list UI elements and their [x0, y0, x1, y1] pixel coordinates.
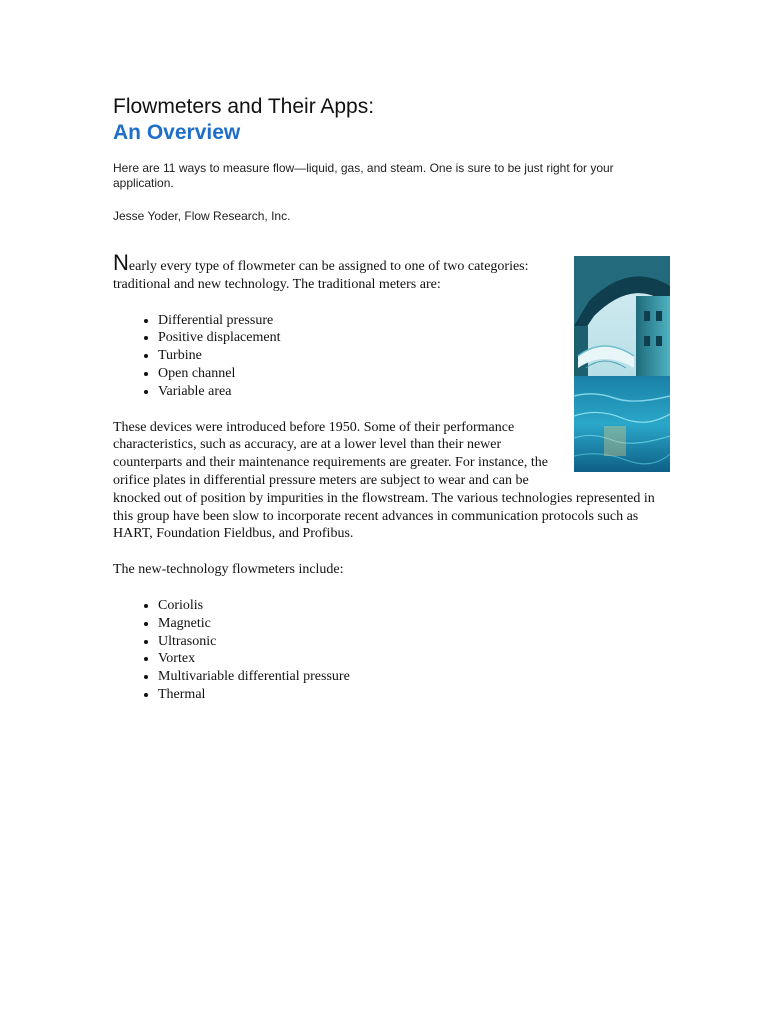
intro-text: early every type of flowmeter can be assigned to one of two categories: traditional and new technology. The traditional meters are:: [113, 259, 529, 292]
list-item: • Differential pressure: [158, 312, 658, 330]
drop-cap: N: [113, 250, 129, 275]
list-item: • Ultrasonic: [158, 633, 658, 651]
list-item: • Positive displacement: [158, 329, 658, 347]
list-item: • Coriolis: [158, 597, 658, 615]
new-meters-list: [113, 597, 658, 704]
list-item: • Vortex: [158, 650, 658, 668]
canal-bridge-photo: [574, 256, 670, 472]
list-item: • Variable area: [158, 383, 658, 401]
list-item: • Multivariable differential pressure: [158, 668, 658, 686]
lede-paragraph: Here are 11 ways to measure flow—liquid, gas, and steam. One is sure to be just right for your application.: [113, 161, 614, 190]
list-item: • Thermal: [158, 686, 658, 704]
document-page: [113, 94, 658, 722]
page-subtitle: An Overview: [113, 121, 241, 144]
article-body: [113, 250, 658, 704]
new-tech-intro: The new-technology flowmeters include:: [113, 562, 344, 578]
list-item: • Turbine: [158, 347, 658, 365]
page-title: Flowmeters and Their Apps:: [113, 95, 375, 118]
list-item: • Magnetic: [158, 615, 658, 633]
byline: Jesse Yoder, Flow Research, Inc.: [113, 209, 291, 223]
history-paragraph: These devices were introduced before 1950. Some of their performance characteristics, such as accuracy, are at a lower level than their newer counterparts and their maintenance requirements are greater. For instance, the orifice plates in differential pressure meters are subject to wear and can be knocked out of position by impurities in the flowstream. The various technologies represented in this group have been slow to incorporate recent advances in communication protocols such as HART, Foundation Fieldbus, and Profibus.: [113, 419, 655, 542]
list-item: • Open channel: [158, 365, 658, 383]
